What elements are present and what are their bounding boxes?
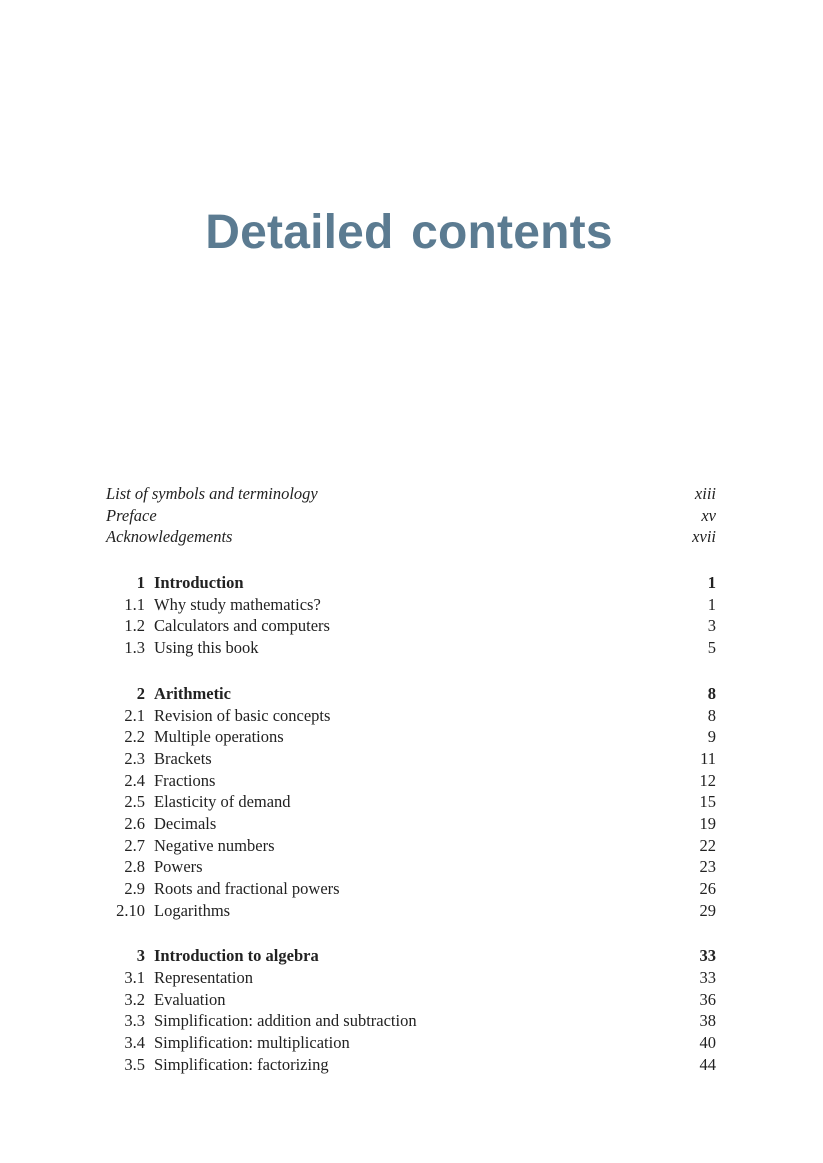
section-number: 2.9 [124,879,145,898]
section-entry[interactable] [106,900,716,922]
section-entry[interactable] [106,748,716,770]
section-entry[interactable] [106,1054,716,1076]
section-page-number: 15 [699,792,716,812]
section-title: Revision of basic concepts [154,705,331,725]
entry-title: Acknowledgements [106,527,233,547]
section-number: 1.2 [124,616,145,636]
section-title: Decimals [154,813,217,833]
section-page-number: 19 [699,813,716,833]
chapter-title: Introduction [154,573,244,593]
section-title: Why study mathematics? [154,594,321,614]
chapter-title: Arithmetic [154,683,231,703]
section-number: 3.1 [124,968,145,988]
section-entry[interactable] [106,615,716,637]
section-number: 2.7 [124,835,145,855]
section-number: 3.3 [124,1011,145,1031]
section-page-number: 44 [699,1054,716,1074]
entry-title: Preface [106,505,157,525]
chapter-title: Introduction to algebra [154,946,319,966]
chapter-number: 2 [136,683,145,703]
section-number: 3.2 [124,989,145,1009]
entry-page-number: xv [701,505,716,525]
section-number: 1.1 [124,594,145,614]
chapter-heading[interactable] [106,945,716,967]
section-page-number: 29 [699,900,716,920]
section-title: Simplification: multiplication [154,1033,350,1053]
section-title: Roots and fractional powers [154,879,340,898]
chapter-block [106,572,716,659]
section-title: Brackets [154,748,212,768]
section-entry[interactable] [106,835,716,857]
section-number: 2.4 [124,770,145,790]
section-number: 3.4 [124,1033,145,1053]
section-page-number: 23 [699,857,716,877]
section-number: 1.3 [124,638,145,658]
section-entry[interactable] [106,878,716,900]
section-title: Logarithms [154,900,231,920]
section-title: Simplification: factorizing [154,1054,329,1074]
section-entry[interactable] [106,813,716,835]
section-page-number: 26 [699,879,716,898]
section-number: 2.6 [124,813,145,833]
section-page-number: 8 [707,705,716,725]
section-number: 2.5 [124,792,145,812]
front-matter-list [106,483,716,548]
section-entry[interactable] [106,967,716,989]
section-page-number: 40 [699,1033,716,1053]
section-number: 2.8 [124,857,145,877]
section-entry[interactable] [106,791,716,813]
section-title: Elasticity of demand [154,792,291,812]
section-entry[interactable] [106,726,716,748]
section-number: 3.5 [124,1054,145,1074]
section-page-number: 12 [699,770,716,790]
section-number: 2.3 [124,748,145,768]
section-entry[interactable] [106,1010,716,1032]
section-title: Calculators and computers [154,616,330,636]
spacer [106,921,716,945]
section-title: Representation [154,968,253,988]
section-entry[interactable] [106,989,716,1011]
chapter-block [106,945,716,1075]
section-page-number: 22 [699,835,716,855]
section-number: 2.10 [116,900,145,920]
table-of-contents [106,483,716,1076]
section-page-number: 33 [699,968,716,988]
section-title: Negative numbers [154,835,275,855]
spacer [106,659,716,683]
chapter-page-number: 1 [707,573,716,593]
chapter-heading[interactable] [106,572,716,594]
section-entry[interactable] [106,594,716,616]
section-page-number: 1 [707,594,716,614]
spacer [106,548,716,572]
entry-title: List of symbols and terminology [106,484,318,503]
section-entry[interactable] [106,637,716,659]
page-title: Detailed contents [205,206,613,259]
chapter-number: 1 [136,573,145,593]
section-title: Evaluation [154,989,226,1009]
section-entry[interactable] [106,705,716,727]
section-title: Powers [154,857,203,877]
section-page-number: 11 [700,748,716,768]
entry-page-number: xvii [692,527,716,547]
front-matter-entry[interactable] [106,505,716,527]
section-page-number: 3 [707,616,716,636]
section-page-number: 9 [707,727,716,747]
section-title: Simplification: addition and subtraction [154,1011,417,1031]
chapter-number: 3 [136,946,145,966]
front-matter-entry[interactable] [106,483,716,505]
chapter-page-number: 33 [699,946,716,966]
section-title: Fractions [154,770,216,790]
chapter-heading[interactable] [106,683,716,705]
front-matter-entry[interactable] [106,526,716,548]
section-entry[interactable] [106,770,716,792]
section-entry[interactable] [106,1032,716,1054]
entry-page-number: xiii [694,484,716,503]
section-number: 2.2 [124,727,145,747]
section-page-number: 5 [707,638,716,658]
section-number: 2.1 [124,705,145,725]
section-page-number: 36 [699,989,716,1009]
section-entry[interactable] [106,856,716,878]
chapter-block [106,683,716,922]
chapter-page-number: 8 [707,683,716,703]
section-title: Multiple operations [154,727,284,747]
section-page-number: 38 [699,1011,716,1031]
section-title: Using this book [154,638,259,658]
